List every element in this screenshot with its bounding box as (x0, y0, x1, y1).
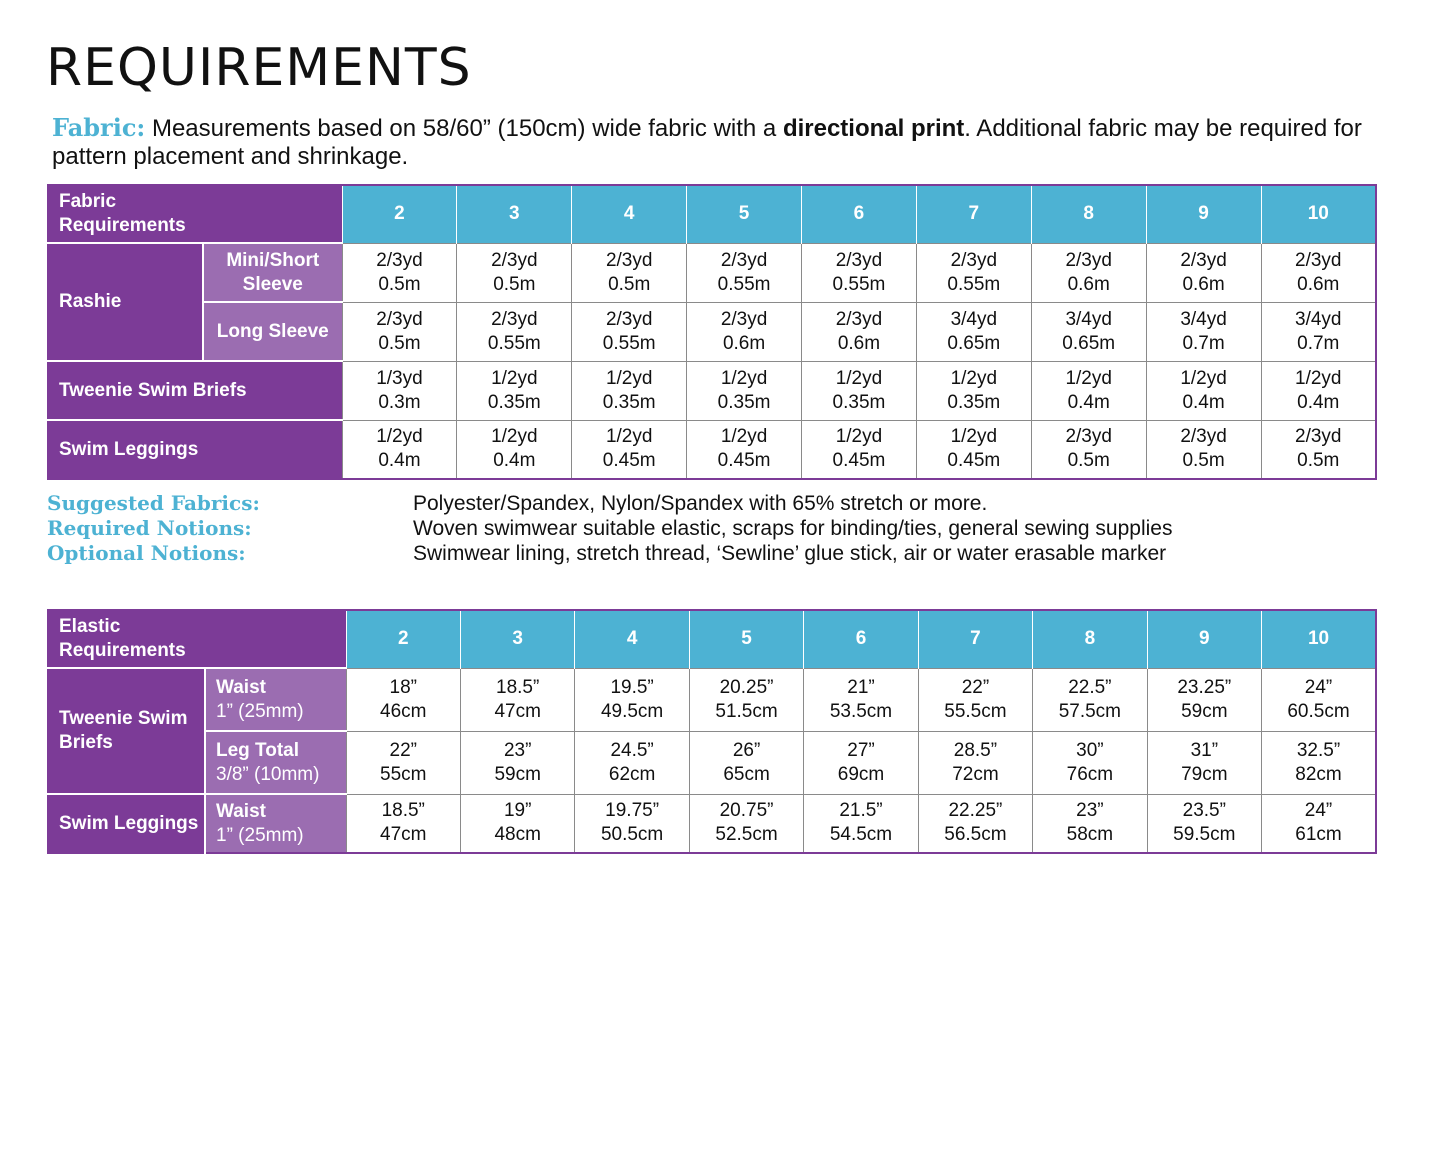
fabric-cell: 2/3yd 0.5m (1146, 420, 1261, 479)
fabric-cell: 1/2yd 0.35m (572, 361, 687, 420)
row-sublabel-note: 1” (25mm) (216, 824, 304, 846)
fabric-cell: 2/3yd 0.6m (802, 302, 917, 361)
fabric-intro-text-1: Measurements based on 58/60” (150cm) wide fabric with a (145, 115, 783, 142)
fabric-cell: 1/2yd 0.35m (802, 361, 917, 420)
elastic-cell: 31” 79cm (1147, 731, 1261, 794)
size-header: 5 (689, 610, 803, 668)
notion-value: Woven swimwear suitable elastic, scraps for binding/ties, general sewing supplies (413, 517, 1173, 540)
notion-row (47, 491, 1377, 516)
notion-label: Optional Notions: (47, 541, 246, 565)
notion-label: Suggested Fabrics: (47, 491, 260, 515)
size-header: 3 (457, 185, 572, 243)
fabric-intro-bold: directional print (782, 115, 965, 142)
fabric-intro-text-2: . Additional fabric may be required for pattern placement and shrinkage. (52, 115, 1362, 170)
elastic-cell: 23.5” 59.5cm (1147, 794, 1261, 853)
fabric-cell: 2/3yd 0.5m (572, 243, 687, 302)
fabric-cell: 2/3yd 0.55m (916, 243, 1031, 302)
elastic-cell: 26” 65cm (689, 731, 803, 794)
fabric-cell: 2/3yd 0.5m (342, 302, 457, 361)
fabric-cell: 2/3yd 0.5m (1261, 420, 1376, 479)
fabric-cell: 1/2yd 0.45m (802, 420, 917, 479)
size-header: 3 (460, 610, 574, 668)
row-sublabel (205, 731, 346, 794)
fabric-requirements-table (47, 184, 1377, 480)
elastic-cell: 21.5” 54.5cm (804, 794, 918, 853)
row-label-rashie: Rashie (48, 243, 203, 361)
elastic-cell: 32.5” 82cm (1262, 731, 1376, 794)
elastic-header-label: Elastic Requirements (48, 610, 346, 668)
notion-row (47, 516, 1377, 541)
fabric-cell: 3/4yd 0.65m (916, 302, 1031, 361)
row-label: Swim Leggings (48, 420, 342, 479)
fabric-cell: 3/4yd 0.7m (1146, 302, 1261, 361)
fabric-cell: 1/2yd 0.45m (687, 420, 802, 479)
fabric-cell: 2/3yd 0.55m (687, 243, 802, 302)
size-header: 8 (1031, 185, 1146, 243)
fabric-cell: 1/2yd 0.35m (457, 361, 572, 420)
elastic-cell: 28.5” 72cm (918, 731, 1032, 794)
row-sublabel (205, 668, 346, 731)
fabric-header-label: Fabric Requirements (48, 185, 342, 243)
size-header: 8 (1033, 610, 1147, 668)
size-header: 7 (916, 185, 1031, 243)
fabric-cell: 1/2yd 0.45m (916, 420, 1031, 479)
notion-row (47, 541, 1377, 566)
size-header: 5 (687, 185, 802, 243)
size-header: 10 (1261, 185, 1376, 243)
fabric-cell: 2/3yd 0.6m (1146, 243, 1261, 302)
size-header: 10 (1262, 610, 1376, 668)
size-header: 9 (1147, 610, 1261, 668)
elastic-cell: 21” 53.5cm (804, 668, 918, 731)
notion-label: Required Notions: (47, 516, 252, 540)
row-sublabel-name: Leg Total (216, 739, 300, 761)
row-sublabel-name: Waist (216, 676, 266, 698)
fabric-cell: 2/3yd 0.5m (1031, 420, 1146, 479)
fabric-cell: 1/2yd 0.4m (1031, 361, 1146, 420)
size-header: 9 (1146, 185, 1261, 243)
row-label: Swim Leggings (48, 794, 205, 853)
elastic-cell: 20.25” 51.5cm (689, 668, 803, 731)
row-sublabel-note: 3/8” (10mm) (216, 763, 320, 785)
elastic-cell: 18” 46cm (346, 668, 460, 731)
page-title: REQUIREMENTS (46, 38, 472, 98)
row-sublabel: Long Sleeve (203, 302, 342, 361)
elastic-cell: 19” 48cm (460, 794, 574, 853)
elastic-cell: 19.5” 49.5cm (575, 668, 689, 731)
fabric-cell: 2/3yd 0.55m (802, 243, 917, 302)
elastic-cell: 22” 55.5cm (918, 668, 1032, 731)
size-header: 6 (804, 610, 918, 668)
size-header: 4 (572, 185, 687, 243)
row-sublabel-name: Waist (216, 800, 266, 822)
fabric-cell: 2/3yd 0.6m (1031, 243, 1146, 302)
fabric-cell: 2/3yd 0.5m (342, 243, 457, 302)
fabric-cell: 2/3yd 0.55m (572, 302, 687, 361)
size-header: 2 (342, 185, 457, 243)
size-header: 4 (575, 610, 689, 668)
elastic-cell: 30” 76cm (1033, 731, 1147, 794)
elastic-cell: 22” 55cm (346, 731, 460, 794)
notion-value: Swimwear lining, stretch thread, ‘Sewline’ glue stick, air or water erasable marker (413, 542, 1167, 565)
fabric-cell: 2/3yd 0.55m (457, 302, 572, 361)
fabric-cell: 1/2yd 0.35m (687, 361, 802, 420)
fabric-intro-lead: Fabric: (52, 113, 146, 142)
fabric-cell: 1/2yd 0.4m (342, 420, 457, 479)
elastic-cell: 18.5” 47cm (460, 668, 574, 731)
notions-list (47, 491, 1377, 566)
fabric-cell: 1/2yd 0.35m (916, 361, 1031, 420)
fabric-cell: 2/3yd 0.6m (1261, 243, 1376, 302)
row-label: Tweenie Swim Briefs (48, 361, 342, 420)
row-sublabel-note: 1” (25mm) (216, 700, 304, 722)
elastic-cell: 20.75” 52.5cm (689, 794, 803, 853)
elastic-cell: 23” 58cm (1033, 794, 1147, 853)
row-sublabel: Mini/Short Sleeve (203, 243, 342, 302)
row-sublabel (205, 794, 346, 853)
elastic-cell: 18.5” 47cm (346, 794, 460, 853)
fabric-cell: 1/2yd 0.4m (1261, 361, 1376, 420)
fabric-cell: 1/3yd 0.3m (342, 361, 457, 420)
fabric-intro (52, 114, 1382, 171)
fabric-cell: 2/3yd 0.5m (457, 243, 572, 302)
elastic-cell: 23.25” 59cm (1147, 668, 1261, 731)
elastic-cell: 22.25” 56.5cm (918, 794, 1032, 853)
fabric-cell: 2/3yd 0.6m (687, 302, 802, 361)
fabric-cell: 3/4yd 0.7m (1261, 302, 1376, 361)
elastic-cell: 24.5” 62cm (575, 731, 689, 794)
elastic-cell: 23” 59cm (460, 731, 574, 794)
elastic-requirements-table (47, 609, 1377, 854)
fabric-cell: 1/2yd 0.4m (1146, 361, 1261, 420)
size-header: 6 (802, 185, 917, 243)
elastic-cell: 22.5” 57.5cm (1033, 668, 1147, 731)
row-label: Tweenie Swim Briefs (48, 668, 205, 794)
elastic-cell: 24” 61cm (1262, 794, 1376, 853)
notion-value: Polyester/Spandex, Nylon/Spandex with 65% stretch or more. (413, 492, 988, 515)
size-header: 7 (918, 610, 1032, 668)
fabric-cell: 3/4yd 0.65m (1031, 302, 1146, 361)
elastic-cell: 27” 69cm (804, 731, 918, 794)
elastic-cell: 19.75” 50.5cm (575, 794, 689, 853)
fabric-cell: 1/2yd 0.45m (572, 420, 687, 479)
fabric-cell: 1/2yd 0.4m (457, 420, 572, 479)
size-header: 2 (346, 610, 460, 668)
elastic-cell: 24” 60.5cm (1262, 668, 1376, 731)
